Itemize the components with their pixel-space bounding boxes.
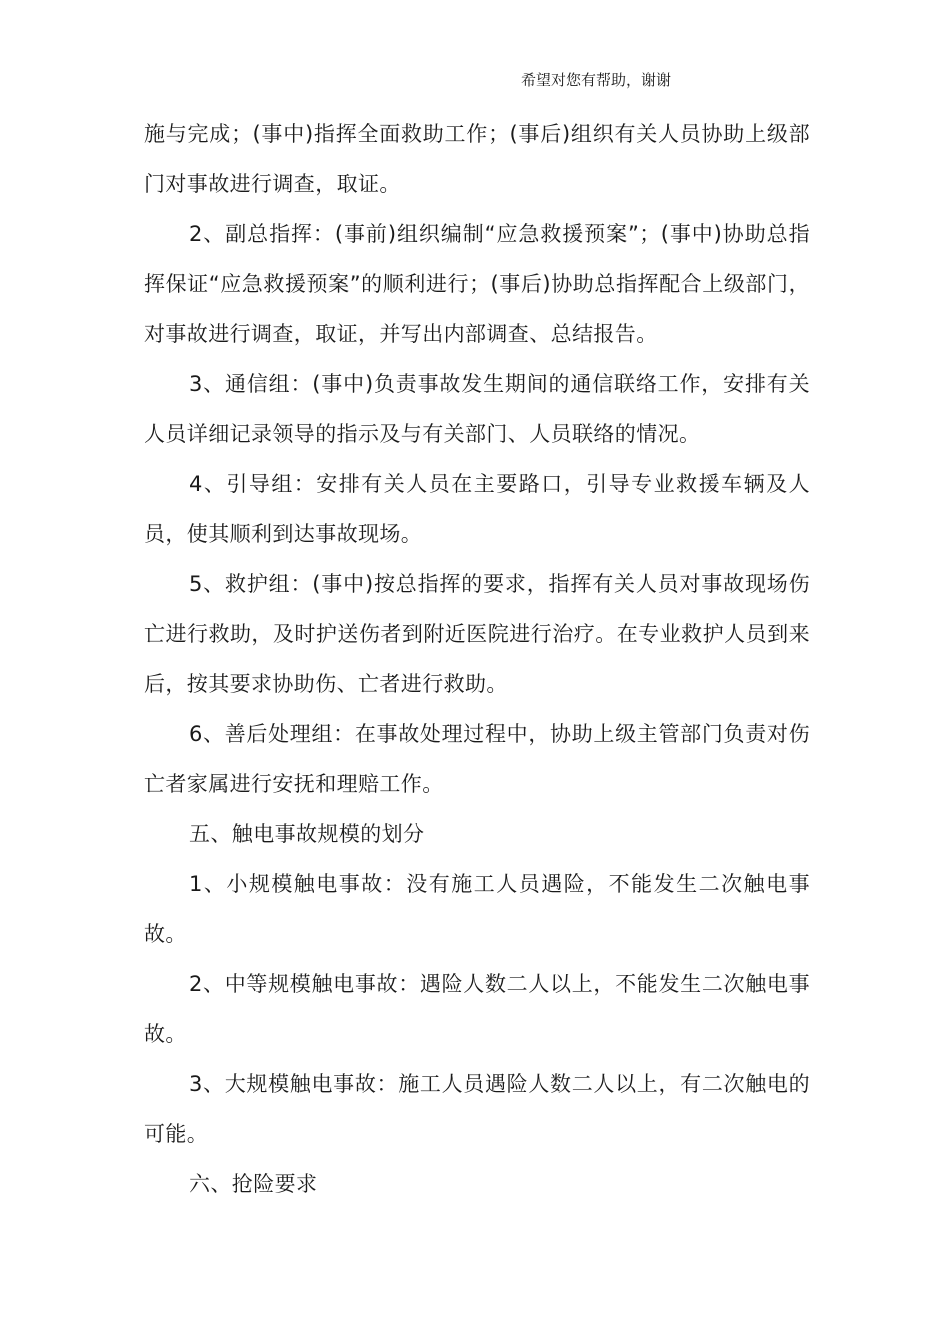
paragraph-guidance-group: 4、引导组：安排有关人员在主要路口，引导专业救援车辆及人员，使其顺利到达事故现场。	[144, 472, 810, 546]
paragraph-rescue-group: 5、救护组：(事中)按总指挥的要求，指挥有关人员对事故现场伤亡进行救助，及时护送伤者到附近医院进行治疗。在专业救护人员到来后，按其要求协助伤、亡者进行救助。	[144, 572, 810, 696]
paragraph-large-scale-accident: 3、大规模触电事故：施工人员遇险人数二人以上，有二次触电的可能。	[144, 1072, 810, 1146]
header-note: 希望对您有帮助，谢谢	[521, 71, 672, 89]
paragraph-small-scale-accident: 1、小规模触电事故：没有施工人员遇险，不能发生二次触电事故。	[144, 872, 810, 946]
paragraph-deputy-commander: 2、副总指挥：(事前)组织编制“应急救援预案”；(事中)协助总指挥保证“应急救援预案”的顺利进行；(事后)协助总指挥配合上级部门，对事故进行调查，取证，并写出内部调查、总结报告。	[144, 222, 810, 346]
document-body	[144, 109, 810, 1209]
section-heading-rescue-requirements: 六、抢险要求	[189, 1172, 318, 1196]
paragraph-aftermath-group: 6、善后处理组：在事故处理过程中，协助上级主管部门负责对伤亡者家属进行安抚和理赔工作。	[144, 722, 810, 796]
paragraph-continuation: 施与完成；(事中)指挥全面救助工作；(事后)组织有关人员协助上级部门对事故进行调查，取证。	[144, 122, 810, 196]
paragraph-communication-group: 3、通信组：(事中)负责事故发生期间的通信联络工作，安排有关人员详细记录领导的指示及与有关部门、人员联络的情况。	[144, 372, 810, 446]
paragraph-medium-scale-accident: 2、中等规模触电事故：遇险人数二人以上，不能发生二次触电事故。	[144, 972, 810, 1046]
section-heading-scale-classification: 五、触电事故规模的划分	[189, 822, 425, 846]
